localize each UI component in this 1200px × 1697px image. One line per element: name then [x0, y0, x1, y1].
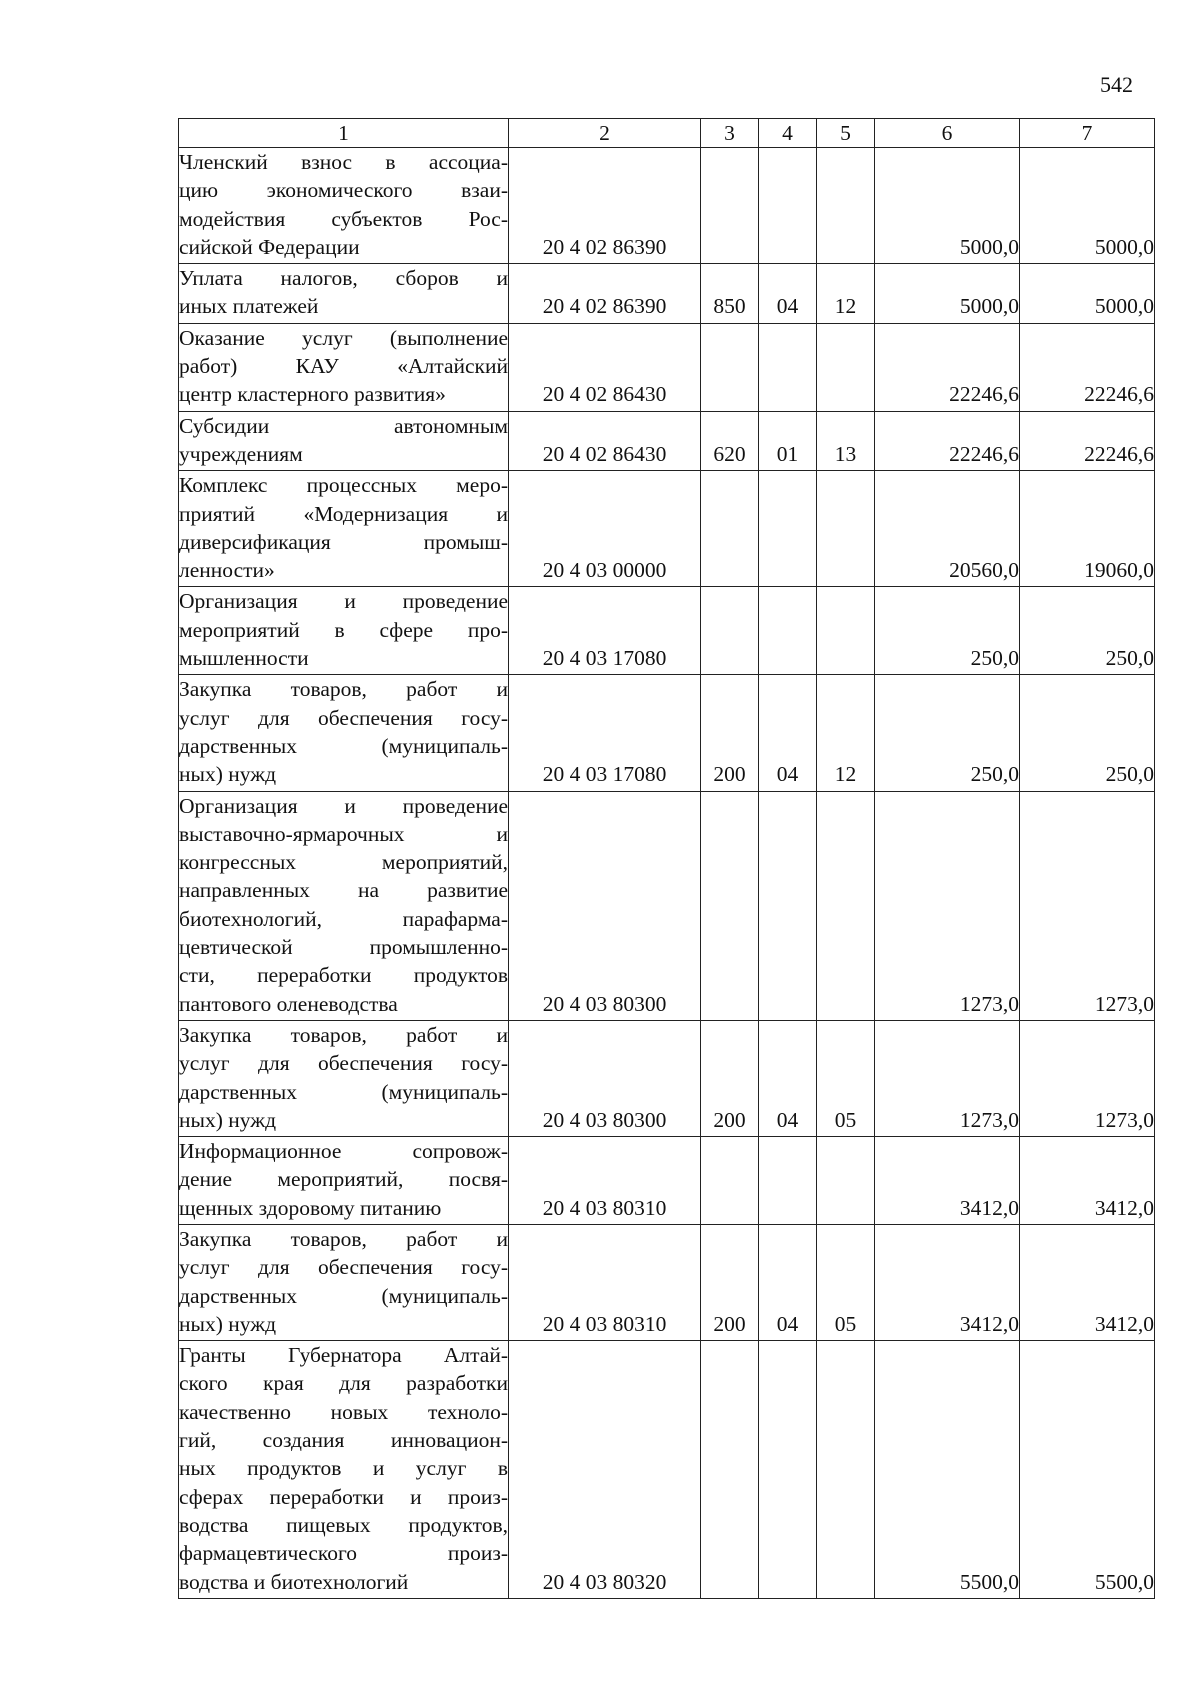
- subsection-code: [817, 411, 875, 471]
- subsection-code: [817, 264, 875, 324]
- target-article-code: [509, 323, 701, 411]
- target-article-code-value: 20 4 02 86430: [542, 382, 667, 407]
- row-item-name: [179, 471, 509, 587]
- item-name-line: гий, создания инновацион-: [179, 1428, 508, 1453]
- row-item-name: [179, 411, 509, 471]
- subsection-code-value: 05: [834, 1311, 857, 1336]
- section-code: [759, 587, 817, 675]
- header-row: [179, 119, 1155, 148]
- section-code: [759, 264, 817, 324]
- page-number: 542: [1100, 72, 1133, 97]
- section-code: [759, 1341, 817, 1599]
- subsection-code: [817, 1020, 875, 1136]
- amount-year-1: [875, 471, 1020, 587]
- item-name-line: центр кластерного развития»: [179, 382, 446, 407]
- subsection-code: [817, 587, 875, 675]
- section-code: [759, 1137, 817, 1225]
- item-name-line: водства пищевых продуктов,: [179, 1512, 508, 1537]
- section-code: [759, 411, 817, 471]
- row-item-name: [179, 1020, 509, 1136]
- row-item-name: [179, 587, 509, 675]
- target-article-code-value: 20 4 03 17080: [542, 646, 667, 671]
- row-item-name: [179, 791, 509, 1020]
- column-header-6: 6: [875, 119, 1020, 148]
- amount-year-1: [875, 148, 1020, 264]
- item-name-line: модействия субъектов Рос-: [179, 206, 508, 231]
- amount-year-2-value: 22246,6: [1084, 441, 1154, 466]
- table-row: [179, 587, 1155, 675]
- subsection-code-value: 12: [834, 762, 857, 787]
- item-name-line: услуг для обеспечения госу-: [179, 1051, 508, 1076]
- amount-year-1-value: 5000,0: [959, 294, 1019, 319]
- amount-year-2: [1020, 675, 1155, 791]
- section-code: [759, 791, 817, 1020]
- item-name-line: учреждениям: [179, 441, 303, 466]
- amount-year-1: [875, 1020, 1020, 1136]
- target-article-code-value: 20 4 02 86430: [542, 441, 667, 466]
- expense-type-code: [701, 791, 759, 1020]
- section-code-value: 01: [776, 441, 799, 466]
- target-article-code: [509, 471, 701, 587]
- subsection-code: [817, 675, 875, 791]
- expense-type-code: [701, 264, 759, 324]
- column-header-4: 4: [759, 119, 817, 148]
- expense-type-code: [701, 323, 759, 411]
- item-name-line: мероприятий в сфере про-: [179, 617, 508, 642]
- amount-year-1-value: 250,0: [970, 646, 1019, 671]
- target-article-code-value: 20 4 03 80320: [542, 1569, 667, 1594]
- amount-year-1-value: 3412,0: [959, 1195, 1019, 1220]
- item-name-line: ленности»: [179, 558, 275, 583]
- target-article-code-value: 20 4 03 80300: [542, 991, 667, 1016]
- section-code: [759, 675, 817, 791]
- item-name-line: ского края для разработки: [179, 1371, 508, 1396]
- item-name-line: Уплата налогов, сборов и: [179, 266, 508, 291]
- amount-year-1-value: 5000,0: [959, 234, 1019, 259]
- column-header-1: 1: [179, 119, 509, 148]
- target-article-code-value: 20 4 02 86390: [542, 234, 667, 259]
- item-name-line: иных платежей: [179, 294, 319, 319]
- amount-year-2: [1020, 471, 1155, 587]
- subsection-code: [817, 1137, 875, 1225]
- expense-type-code: [701, 1137, 759, 1225]
- section-code: [759, 323, 817, 411]
- expense-type-code: [701, 471, 759, 587]
- amount-year-1-value: 20560,0: [949, 558, 1019, 583]
- table-row: [179, 323, 1155, 411]
- expense-type-code: [701, 1341, 759, 1599]
- amount-year-2: [1020, 148, 1155, 264]
- table-row: [179, 264, 1155, 324]
- amount-year-1: [875, 587, 1020, 675]
- amount-year-1: [875, 1224, 1020, 1340]
- target-article-code: [509, 1341, 701, 1599]
- column-header-7: 7: [1020, 119, 1155, 148]
- target-article-code: [509, 1137, 701, 1225]
- row-item-name: [179, 675, 509, 791]
- table-row: [179, 1341, 1155, 1599]
- item-name-line: ных продуктов и услуг в: [179, 1456, 508, 1481]
- expense-type-code: [701, 1020, 759, 1136]
- target-article-code: [509, 675, 701, 791]
- amount-year-2-value: 19060,0: [1084, 558, 1154, 583]
- item-name-line: диверсификация промыш-: [179, 529, 508, 554]
- table-row: [179, 411, 1155, 471]
- target-article-code: [509, 1224, 701, 1340]
- subsection-code: [817, 323, 875, 411]
- item-name-line: Закупка товаров, работ и: [179, 1022, 508, 1047]
- item-name-line: услуг для обеспечения госу-: [179, 705, 508, 730]
- item-name-line: конгрессных мероприятий,: [179, 850, 508, 875]
- item-name-line: цию экономического взаи-: [179, 178, 508, 203]
- amount-year-2: [1020, 411, 1155, 471]
- amount-year-2: [1020, 264, 1155, 324]
- amount-year-2: [1020, 1137, 1155, 1225]
- amount-year-2-value: 1273,0: [1094, 1107, 1154, 1132]
- row-item-name: [179, 264, 509, 324]
- column-header-2: 2: [509, 119, 701, 148]
- section-code-value: 04: [776, 294, 799, 319]
- item-name-line: цевтической промышленно-: [179, 935, 508, 960]
- target-article-code: [509, 587, 701, 675]
- column-header-5: 5: [817, 119, 875, 148]
- amount-year-2-value: 250,0: [1105, 646, 1154, 671]
- item-name-line: фармацевтического произ-: [179, 1541, 508, 1566]
- subsection-code: [817, 1341, 875, 1599]
- item-name-line: качественно новых техноло-: [179, 1399, 508, 1424]
- target-article-code-value: 20 4 03 17080: [542, 762, 667, 787]
- item-name-line: дарственных (муниципаль-: [179, 1283, 508, 1308]
- subsection-code-value: 05: [834, 1107, 857, 1132]
- table-row: [179, 791, 1155, 1020]
- item-name-line: Организация и проведение: [179, 589, 508, 614]
- table-row: [179, 148, 1155, 264]
- row-item-name: [179, 323, 509, 411]
- target-article-code-value: 20 4 03 80310: [542, 1195, 667, 1220]
- target-article-code-value: 20 4 03 00000: [542, 558, 667, 583]
- column-header-3: 3: [701, 119, 759, 148]
- amount-year-1-value: 5500,0: [959, 1569, 1019, 1594]
- amount-year-2: [1020, 323, 1155, 411]
- expense-type-code: [701, 1224, 759, 1340]
- item-name-line: сийской Федерации: [179, 234, 360, 259]
- expense-type-code-value: 850: [713, 294, 746, 319]
- subsection-code-value: 13: [834, 441, 857, 466]
- target-article-code: [509, 264, 701, 324]
- item-name-line: работ) КАУ «Алтайский: [179, 354, 508, 379]
- target-article-code: [509, 791, 701, 1020]
- expense-type-code-value: [701, 1596, 758, 1598]
- expense-type-code: [701, 587, 759, 675]
- subsection-code-value: [817, 1596, 874, 1598]
- amount-year-1: [875, 791, 1020, 1020]
- section-code-value: 04: [776, 1107, 799, 1132]
- amount-year-1: [875, 1341, 1020, 1599]
- item-name-line: выставочно-ярмарочных и: [179, 821, 508, 846]
- item-name-line: пантового оленеводства: [179, 991, 398, 1016]
- item-name-line: Субсидии автономным: [179, 413, 508, 438]
- amount-year-1: [875, 411, 1020, 471]
- item-name-line: биотехнологий, парафарма-: [179, 906, 508, 931]
- table-row: [179, 675, 1155, 791]
- amount-year-2-value: 1273,0: [1094, 991, 1154, 1016]
- item-name-line: ных) нужд: [179, 1311, 277, 1336]
- amount-year-2-value: 5000,0: [1094, 294, 1154, 319]
- expense-type-code-value: 620: [713, 441, 746, 466]
- item-name-line: Информационное сопровож-: [179, 1139, 508, 1164]
- section-code: [759, 1020, 817, 1136]
- item-name-line: направленных на развитие: [179, 878, 508, 903]
- item-name-line: дарственных (муниципаль-: [179, 733, 508, 758]
- item-name-line: ных) нужд: [179, 762, 277, 787]
- amount-year-1-value: 1273,0: [959, 1107, 1019, 1132]
- amount-year-2: [1020, 1020, 1155, 1136]
- target-article-code-value: 20 4 02 86390: [542, 294, 667, 319]
- amount-year-1-value: 3412,0: [959, 1311, 1019, 1336]
- item-name-line: дение мероприятий, посвя-: [179, 1167, 508, 1192]
- row-item-name: [179, 1341, 509, 1599]
- expense-type-code: [701, 675, 759, 791]
- section-code-value: [759, 1596, 816, 1598]
- target-article-code: [509, 411, 701, 471]
- amount-year-1-value: 1273,0: [959, 991, 1019, 1016]
- expense-type-code-value: 200: [713, 1311, 746, 1336]
- table-row: [179, 1137, 1155, 1225]
- subsection-code: [817, 1224, 875, 1340]
- amount-year-2-value: 3412,0: [1094, 1195, 1154, 1220]
- item-name-line: приятий «Модернизация и: [179, 501, 508, 526]
- budget-table: [178, 118, 1155, 1599]
- item-name-line: Закупка товаров, работ и: [179, 677, 508, 702]
- section-code: [759, 148, 817, 264]
- amount-year-2-value: 3412,0: [1094, 1311, 1154, 1336]
- item-name-line: щенных здоровому питанию: [179, 1195, 442, 1220]
- table-row: [179, 471, 1155, 587]
- amount-year-2: [1020, 791, 1155, 1020]
- item-name-line: сферах переработки и произ-: [179, 1484, 508, 1509]
- amount-year-1: [875, 675, 1020, 791]
- expense-type-code: [701, 148, 759, 264]
- row-item-name: [179, 1224, 509, 1340]
- item-name-line: Комплекс процессных меро-: [179, 473, 508, 498]
- item-name-line: Оказание услуг (выполнение: [179, 325, 508, 350]
- subsection-code: [817, 148, 875, 264]
- table-row: [179, 1020, 1155, 1136]
- section-code: [759, 1224, 817, 1340]
- item-name-line: Организация и проведение: [179, 793, 508, 818]
- subsection-code: [817, 471, 875, 587]
- item-name-line: Членский взнос в ассоциа-: [179, 150, 508, 174]
- target-article-code-value: 20 4 03 80310: [542, 1311, 667, 1336]
- amount-year-2: [1020, 1224, 1155, 1340]
- amount-year-1: [875, 323, 1020, 411]
- amount-year-1: [875, 264, 1020, 324]
- subsection-code-value: 12: [834, 294, 857, 319]
- section-code-value: 04: [776, 762, 799, 787]
- item-name-line: ных) нужд: [179, 1107, 277, 1132]
- item-name-line: Гранты Губернатора Алтай-: [179, 1343, 508, 1368]
- expense-type-code-value: 200: [713, 762, 746, 787]
- table-row: [179, 1224, 1155, 1340]
- amount-year-2-value: 250,0: [1105, 762, 1154, 787]
- section-code: [759, 471, 817, 587]
- amount-year-2-value: 22246,6: [1084, 382, 1154, 407]
- item-name-line: водства и биотехнологий: [179, 1569, 409, 1594]
- amount-year-2-value: 5500,0: [1094, 1569, 1154, 1594]
- amount-year-1: [875, 1137, 1020, 1225]
- amount-year-1-value: 22246,6: [949, 441, 1019, 466]
- row-item-name: [179, 1137, 509, 1225]
- expense-type-code-value: 200: [713, 1107, 746, 1132]
- section-code-value: 04: [776, 1311, 799, 1336]
- item-name-line: дарственных (муниципаль-: [179, 1079, 508, 1104]
- amount-year-2-value: 5000,0: [1094, 234, 1154, 259]
- expense-type-code: [701, 411, 759, 471]
- item-name-line: услуг для обеспечения госу-: [179, 1255, 508, 1280]
- amount-year-2: [1020, 1341, 1155, 1599]
- item-name-line: сти, переработки продуктов: [179, 963, 508, 988]
- table-body: [179, 148, 1155, 1599]
- row-item-name: [179, 148, 509, 264]
- subsection-code: [817, 791, 875, 1020]
- amount-year-1-value: 22246,6: [949, 382, 1019, 407]
- item-name-line: мышленности: [179, 646, 309, 671]
- target-article-code: [509, 148, 701, 264]
- amount-year-1-value: 250,0: [970, 762, 1019, 787]
- amount-year-2: [1020, 587, 1155, 675]
- target-article-code-value: 20 4 03 80300: [542, 1107, 667, 1132]
- item-name-line: Закупка товаров, работ и: [179, 1226, 508, 1251]
- target-article-code: [509, 1020, 701, 1136]
